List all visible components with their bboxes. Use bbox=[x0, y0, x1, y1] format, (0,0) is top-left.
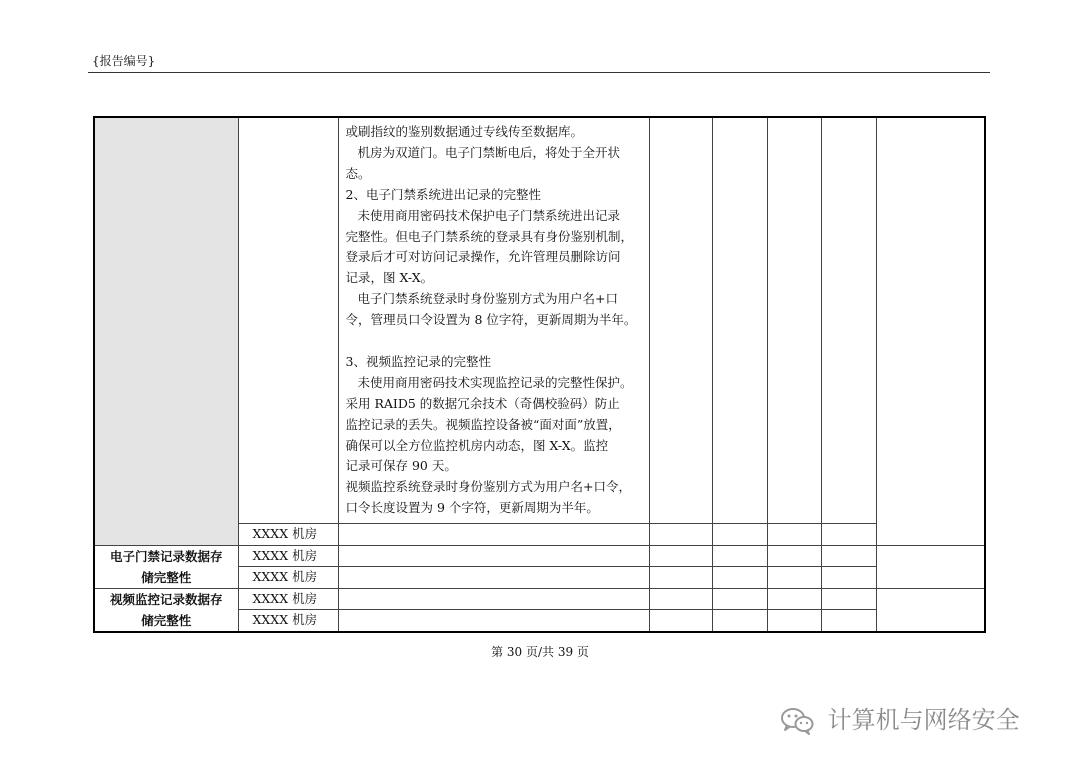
content-line: 登录后才可对访问记录操作，允许管理员删除访问 bbox=[345, 249, 621, 265]
empty-cell bbox=[821, 524, 876, 546]
empty-cell bbox=[712, 588, 767, 610]
content-line: 未使用商用密码技术保护电子门禁系统进出记录 bbox=[357, 207, 621, 223]
room-cell: XXXX 机房 bbox=[238, 610, 338, 632]
table-row bbox=[94, 588, 985, 610]
empty-cell bbox=[821, 567, 876, 589]
room-cell: XXXX 机房 bbox=[238, 545, 338, 567]
table-row-content bbox=[94, 117, 985, 524]
content-line: 监控记录的丢失。视频监控设备被“面对面”放置， bbox=[345, 416, 621, 432]
empty-cell bbox=[767, 610, 821, 632]
empty-cell bbox=[712, 610, 767, 632]
content-line: 令，管理员口令设置为 8 位字符，更新周期为半年。 bbox=[345, 312, 637, 328]
content-line: 视频监控系统登录时身份鉴别方式为用户名+口令， bbox=[345, 479, 631, 495]
header-rule bbox=[88, 72, 990, 73]
empty-cell bbox=[649, 524, 712, 546]
empty-cell bbox=[649, 545, 712, 567]
empty-cell bbox=[338, 524, 649, 546]
content-line: 机房为双道门。电子门禁断电后，将处于全开状 bbox=[357, 144, 621, 160]
empty-cell bbox=[876, 588, 985, 632]
room-cell: XXXX 机房 bbox=[238, 524, 338, 546]
room-cell: XXXX 机房 bbox=[238, 588, 338, 610]
empty-cell bbox=[338, 567, 649, 589]
content-line: 3、视频监控记录的完整性 bbox=[345, 353, 491, 369]
empty-cell bbox=[767, 545, 821, 567]
wechat-icon bbox=[780, 707, 814, 735]
row-label-line: 视频监控记录数据存 bbox=[109, 591, 223, 607]
row-label-door-access bbox=[94, 545, 238, 588]
watermark-text: 计算机与网络安全 bbox=[827, 706, 1020, 734]
empty-cell bbox=[821, 117, 876, 524]
empty-cell bbox=[712, 567, 767, 589]
table-row bbox=[94, 545, 985, 567]
empty-cell bbox=[649, 610, 712, 632]
room-cell-empty bbox=[238, 117, 338, 524]
empty-cell bbox=[338, 545, 649, 567]
row-label-line: 储完整性 bbox=[141, 569, 192, 585]
watermark bbox=[780, 700, 1020, 735]
content-line: 态。 bbox=[345, 165, 371, 181]
content-cell bbox=[338, 117, 649, 524]
empty-cell bbox=[338, 610, 649, 632]
empty-cell bbox=[876, 117, 985, 545]
content-line: 确保可以全方位监控机房内动态，图 X-X。监控 bbox=[345, 437, 609, 453]
content-line: 或刷指纹的鉴别数据通过专线传至数据库。 bbox=[345, 124, 584, 139]
empty-cell bbox=[767, 117, 821, 524]
content-line: 电子门禁系统登录时身份鉴别方式为用户名+口 bbox=[357, 291, 618, 307]
empty-cell bbox=[712, 524, 767, 546]
empty-cell bbox=[767, 524, 821, 546]
empty-cell bbox=[821, 610, 876, 632]
empty-cell bbox=[767, 567, 821, 589]
content-line bbox=[346, 331, 644, 352]
empty-cell bbox=[712, 545, 767, 567]
empty-cell bbox=[649, 567, 712, 589]
report-number: {报告编号} bbox=[92, 54, 156, 68]
content-lines bbox=[346, 122, 644, 519]
assessment-table bbox=[93, 116, 986, 633]
empty-cell bbox=[821, 588, 876, 610]
page-number: 第 30 页/共 39 页 bbox=[491, 645, 589, 659]
empty-cell bbox=[821, 545, 876, 567]
empty-cell bbox=[876, 545, 985, 588]
content-line: 未使用商用密码技术实现监控记录的完整性保护。 bbox=[357, 374, 633, 390]
content-line: 记录，图 X-X。 bbox=[345, 270, 434, 286]
row-label-line: 储完整性 bbox=[141, 612, 192, 628]
empty-cell bbox=[767, 588, 821, 610]
room-cell: XXXX 机房 bbox=[238, 567, 338, 589]
row-label-video-monitoring bbox=[94, 588, 238, 632]
content-line: 记录可保存 90 天。 bbox=[345, 458, 457, 474]
empty-cell bbox=[649, 117, 712, 524]
content-line: 完整性。但电子门禁系统的登录具有身份鉴别机制， bbox=[345, 228, 634, 244]
content-line: 采用 RAID5 的数据冗余技术（奇偶校验码）防止 bbox=[345, 395, 620, 411]
row-label-line: 电子门禁记录数据存 bbox=[109, 548, 223, 564]
grey-label-cell bbox=[94, 117, 238, 545]
empty-cell bbox=[338, 588, 649, 610]
empty-cell bbox=[712, 117, 767, 524]
empty-cell bbox=[649, 588, 712, 610]
content-line: 口令长度设置为 9 个字符，更新周期为半年。 bbox=[345, 500, 599, 516]
content-line: 2、电子门禁系统进出记录的完整性 bbox=[345, 186, 541, 202]
